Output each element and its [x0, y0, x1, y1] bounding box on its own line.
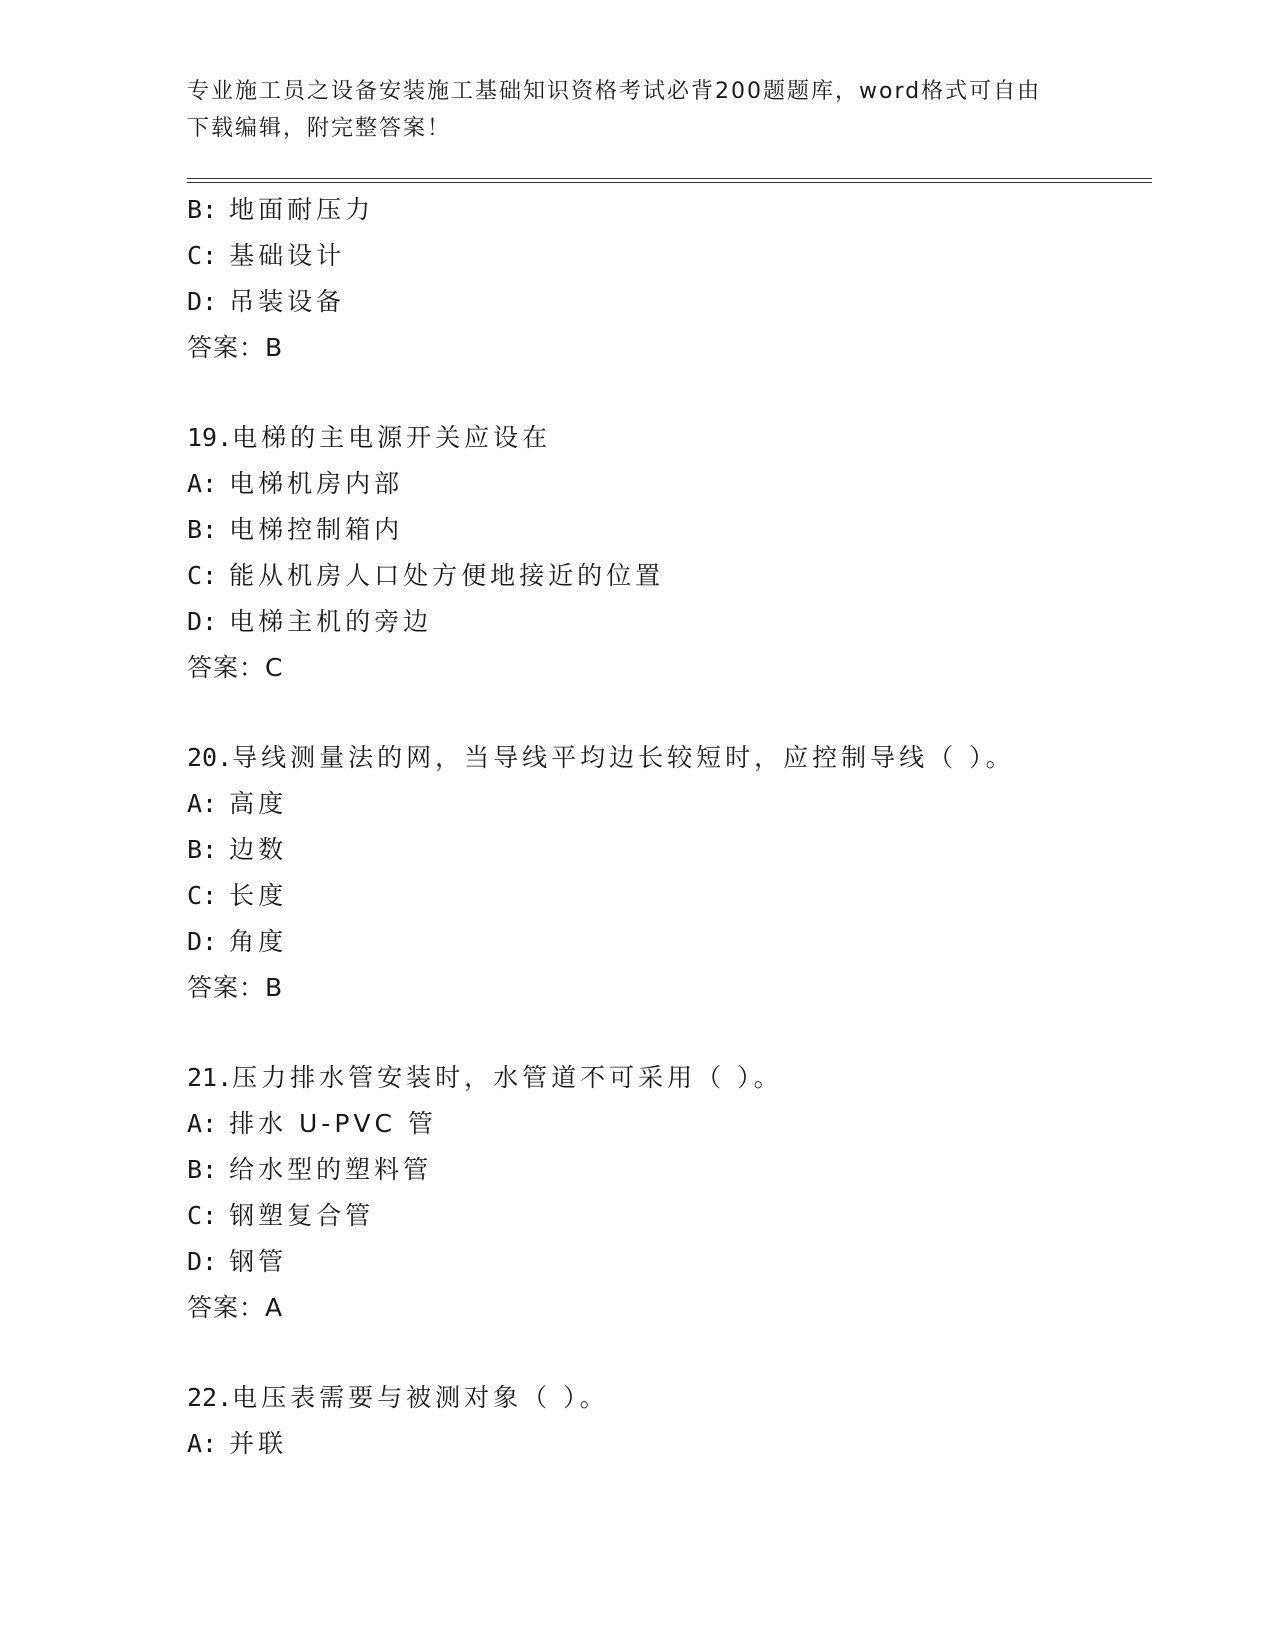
question-stem	[187, 1375, 1152, 1421]
option-text: 电梯主机的旁边	[229, 607, 433, 636]
option-text: 并联	[229, 1429, 288, 1458]
option-text: 能从机房人口处方便地接近的位置	[229, 561, 665, 590]
option-text: 钢管	[229, 1247, 288, 1276]
option-text: 边数	[229, 835, 288, 864]
option-label: C:	[187, 241, 218, 270]
option-label: B:	[187, 515, 218, 544]
option-d	[187, 279, 1152, 325]
option-d	[187, 1239, 1152, 1285]
question-spacer	[187, 691, 1152, 735]
question-stem	[187, 1055, 1152, 1101]
option-a	[187, 461, 1152, 507]
option-text: 地面耐压力	[229, 195, 375, 224]
question-number: 22.	[187, 1383, 233, 1412]
option-label: D:	[187, 287, 218, 316]
answer: 答案：B	[187, 973, 284, 1002]
option-label: A:	[187, 1109, 218, 1138]
option-text: 电梯机房内部	[229, 469, 404, 498]
question-spacer	[187, 1331, 1152, 1375]
option-c	[187, 1193, 1152, 1239]
option-b	[187, 507, 1152, 553]
question-stem	[187, 735, 1152, 781]
question-22	[187, 1375, 1152, 1467]
question-number: 21.	[187, 1063, 233, 1092]
question-list	[187, 187, 1152, 1467]
option-label: D:	[187, 1247, 218, 1276]
answer: 答案：B	[187, 333, 284, 362]
option-text: 给水型的塑料管	[229, 1155, 433, 1184]
option-text: 高度	[229, 789, 288, 818]
question-stem	[187, 415, 1152, 461]
option-d	[187, 919, 1152, 965]
option-b	[187, 1147, 1152, 1193]
header-line-1: 专业施工员之设备安装施工基础知识资格考试必背200题题库，word格式可自由	[187, 79, 1042, 104]
option-c	[187, 233, 1152, 279]
answer: 答案：C	[187, 653, 284, 682]
option-c	[187, 553, 1152, 599]
question-spacer	[187, 371, 1152, 415]
option-d	[187, 599, 1152, 645]
option-b	[187, 187, 1152, 233]
answer: 答案：A	[187, 1293, 284, 1322]
option-label: A:	[187, 469, 218, 498]
question-text: 电压表需要与被测对象（ ）。	[232, 1383, 609, 1412]
option-text: 钢塑复合管	[229, 1201, 375, 1230]
option-label: D:	[187, 607, 218, 636]
option-label: A:	[187, 1429, 218, 1458]
option-a	[187, 1421, 1152, 1467]
option-label: C:	[187, 1201, 218, 1230]
question-text: 电梯的主电源开关应设在	[232, 423, 552, 452]
option-label: A:	[187, 789, 218, 818]
option-b	[187, 827, 1152, 873]
option-label: C:	[187, 561, 218, 590]
question-21	[187, 1055, 1152, 1331]
question-text: 压力排水管安装时，水管道不可采用（ ）。	[232, 1063, 783, 1092]
option-text: 排水 U-PVC 管	[229, 1109, 437, 1138]
option-label: B:	[187, 195, 218, 224]
option-label: B:	[187, 835, 218, 864]
header-double-rule	[187, 178, 1152, 183]
question-19	[187, 415, 1152, 691]
question-20	[187, 735, 1152, 1011]
question-number: 20.	[187, 743, 233, 772]
question-spacer	[187, 1011, 1152, 1055]
question-text: 导线测量法的网，当导线平均边长较短时，应控制导线（ ）。	[232, 743, 1015, 772]
question-18-continued	[187, 187, 1152, 371]
option-text: 角度	[229, 927, 288, 956]
option-text: 长度	[229, 881, 288, 910]
option-text: 吊装设备	[229, 287, 346, 316]
option-a	[187, 781, 1152, 827]
document-header	[187, 73, 1087, 147]
option-c	[187, 873, 1152, 919]
option-label: B:	[187, 1155, 218, 1184]
option-label: C:	[187, 881, 218, 910]
option-text: 基础设计	[229, 241, 346, 270]
question-number: 19.	[187, 423, 233, 452]
option-a	[187, 1101, 1152, 1147]
header-line-2: 下载编辑，附完整答案！	[187, 116, 452, 141]
option-label: D:	[187, 927, 218, 956]
option-text: 电梯控制箱内	[229, 515, 404, 544]
